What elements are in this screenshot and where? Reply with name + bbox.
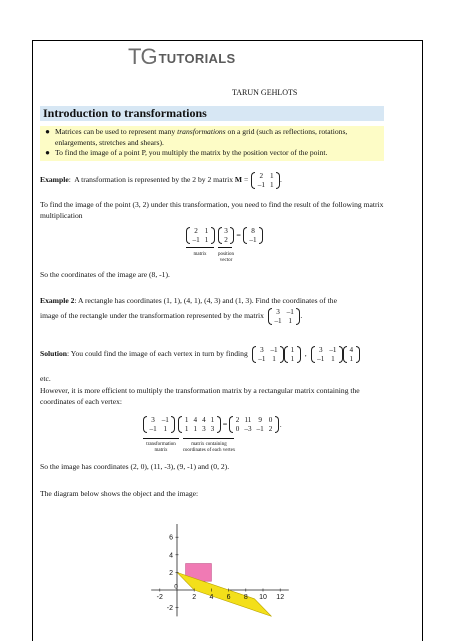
mc-caption-2: coordinates of each vertex <box>182 448 236 453</box>
solution-label: Solution <box>40 349 68 359</box>
x-tick-label: 12 <box>276 594 285 601</box>
result-vector: 8 –1 <box>243 227 263 244</box>
matrix-equals: = <box>242 175 249 185</box>
diagram-intro: The diagram below shows the object and the image: <box>40 489 199 498</box>
image-coordinates-matrix: 2 11 9 0 0 –3 –1 2 <box>229 416 279 433</box>
y-tick-label: 2 <box>169 569 173 577</box>
solution-matrix-1: 3 –1 –1 1 <box>252 346 284 363</box>
x-tick-label: -2 <box>156 594 163 601</box>
x-tick-label: 8 <box>243 594 248 601</box>
bullet-text: To find the image of a point P, you multiply the matrix by the position vector of the point. <box>55 148 328 158</box>
mult-matrix: 2 1 –1 1 <box>186 227 215 244</box>
x-tick-label: 4 <box>209 594 214 601</box>
matrix-name: M <box>234 175 243 185</box>
solution-matrix-2: 3 –1 –1 1 <box>311 346 343 363</box>
example1-end: . <box>280 175 282 185</box>
transformation-matrix: 3 –1 –1 1 <box>143 416 175 433</box>
solution-comma: , <box>304 349 307 359</box>
author-name: TARUN GEHLOTS <box>232 88 298 97</box>
origin-label: 0 <box>174 583 178 591</box>
solution-text: : You could find the image of each vertex in turn by finding <box>67 349 248 359</box>
logo-word: TUTORIALS <box>158 51 236 66</box>
big-multiplication-end: . <box>279 420 282 429</box>
example1-label: Example <box>40 175 69 185</box>
y-tick-label: -2 <box>166 605 173 613</box>
image-parallelogram <box>177 572 272 616</box>
position-vector: 3 2 <box>218 227 235 244</box>
bullet-dot-icon: ● <box>45 148 50 158</box>
example1-conclusion: So the coordinates of the image are (8, -1). <box>40 270 170 279</box>
solution-vector-1: 1 1 <box>284 346 301 363</box>
example2-end: . <box>300 311 303 321</box>
x-tick-label: 6 <box>226 594 231 601</box>
example2-paragraph: However, it is more efficient to multiply the transformation matrix by a rectangular matrix containing the coordinates of each vertex: <box>40 386 360 406</box>
equals-sign: = <box>222 420 228 429</box>
example2-matrix: 3 –1 –1 1 <box>268 308 300 325</box>
bullet-dot-icon: ● <box>45 127 50 136</box>
tm-caption-1: transformation <box>146 442 176 447</box>
x-tick-label: 10 <box>259 594 267 601</box>
y-tick-label: 4 <box>169 552 173 560</box>
coordinates-matrix: 1 4 4 1 1 1 3 3 <box>178 416 220 433</box>
example2-text: : A rectangle has coordinates (1, 1), (4, 1), (4, 3) and (1, 3). Find the coordinates of the <box>74 296 337 305</box>
tm-caption-2: matrix <box>154 448 168 453</box>
example2-conclusion: So the image has coordinates (2, 0), (11, -3), (9, -1) and (0, 2). <box>40 462 230 471</box>
vector-caption-1: position <box>217 252 235 257</box>
y-tick-label: 6 <box>169 534 173 542</box>
bullet-text: Matrices can be used to represent many transformations on a grid (such as reflections, rotations, enlargements, stretches and shears). <box>55 127 348 147</box>
matrix-caption: matrix <box>193 252 207 257</box>
example1-paragraph: To find the image of the point (3, 2) under this transformation, you need to find the result of the following matrix multiplication <box>40 200 384 220</box>
etc-text: etc. <box>40 374 51 383</box>
x-tick-label: 2 <box>192 594 197 601</box>
diagram-ticks <box>157 535 285 612</box>
solution-vector-2: 4 1 <box>343 346 360 363</box>
equals-sign: = <box>236 231 241 240</box>
example2-line2-text: image of the rectangle under the transformation represented by the matrix <box>40 311 264 321</box>
example1-text: : A transformation is represented by the 2 by 2 matrix <box>68 175 235 185</box>
example2-label: Example 2 <box>40 296 75 305</box>
matrix-m: 2 1 –1 1 <box>251 172 280 189</box>
mc-caption-1: matrix containing <box>191 442 227 447</box>
section-title: Introduction to transformations <box>40 106 384 121</box>
vector-caption-2: vector <box>219 258 233 263</box>
logo-mark: TG <box>128 44 157 69</box>
